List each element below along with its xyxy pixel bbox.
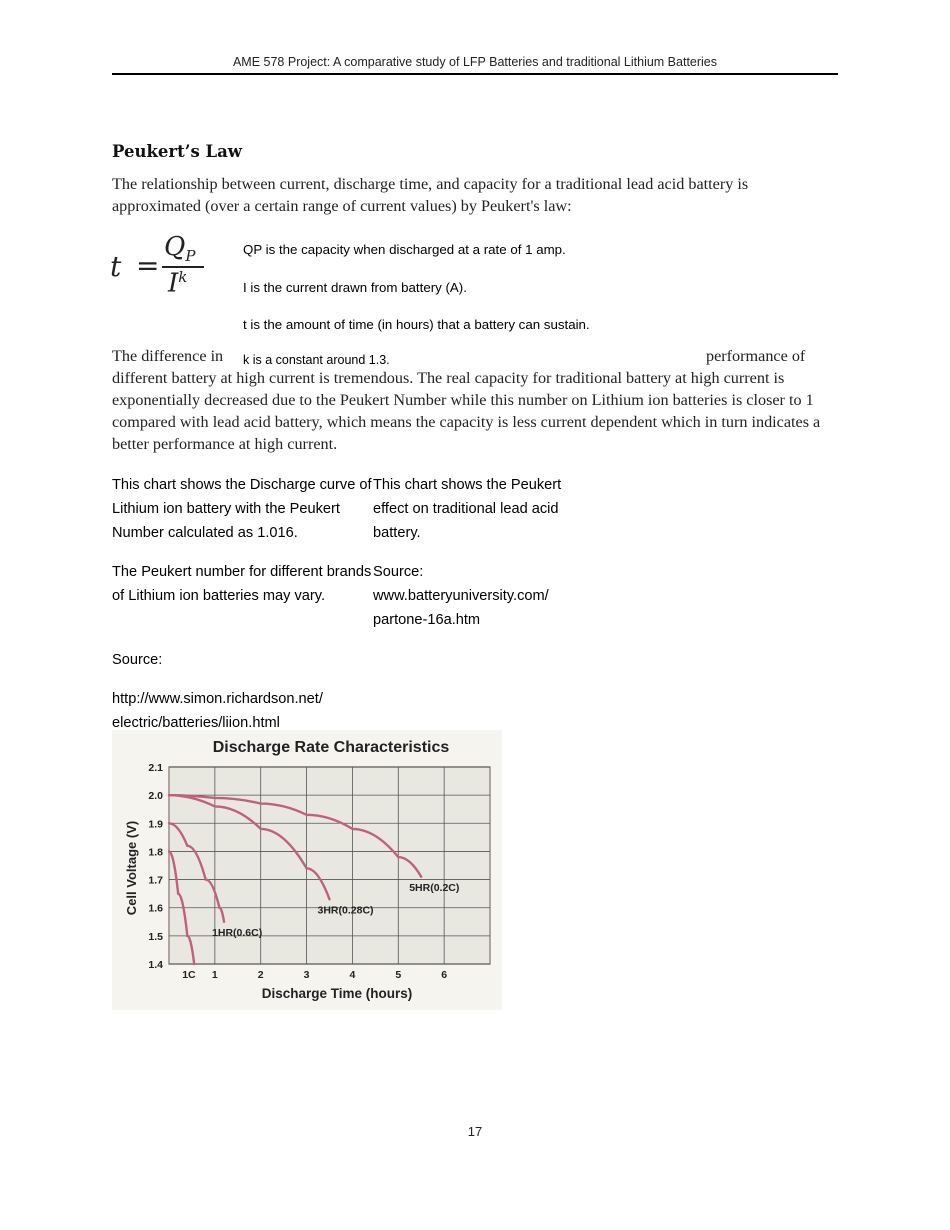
x-tick-label: 4 <box>349 969 356 981</box>
definition-i: I is the current drawn from battery (A). <box>243 280 467 295</box>
definition-t: t is the amount of time (in hours) that a battery can sustain. <box>243 317 590 332</box>
formula-lhs: t <box>110 250 122 283</box>
y-tick-label: 1.4 <box>148 959 163 971</box>
peukert-formula <box>108 232 218 302</box>
y-tick-label: 1.5 <box>148 930 163 943</box>
x-tick-label: 6 <box>441 969 448 981</box>
series-label: 5HR(0.2C) <box>409 881 460 894</box>
plot-area <box>148 762 490 981</box>
y-tick-label: 1.6 <box>148 902 163 915</box>
chart-title: Discharge Rate Characteristics <box>212 739 450 756</box>
running-header: AME 578 Project: A comparative study of LFP Batteries and traditional Lithium Batteries <box>232 55 718 69</box>
y-tick-label: 1.9 <box>148 818 163 831</box>
y-axis-label: Cell Voltage (V) <box>124 820 139 916</box>
y-tick-label: 1.8 <box>148 846 163 859</box>
formula-denominator: $I^k$ <box>168 268 188 299</box>
formula-numerator: $Q_P$ <box>164 232 196 266</box>
peukert-brands-note: The Peukert number for different brands of Lithium ion batteries may vary. <box>112 564 372 604</box>
header-rule <box>112 73 838 75</box>
formula-equals: = <box>136 249 160 282</box>
x-tick-label: 2 <box>257 969 264 981</box>
lithium-source-url: http://www.simon.richardson.net/ electric/batteries/liion.html <box>112 691 323 727</box>
page-number: 17 <box>467 1124 483 1139</box>
y-tick-label: 2.1 <box>148 762 163 774</box>
definition-k: k is a constant around 1.3. <box>243 353 390 367</box>
paragraph2-start: The difference in <box>112 347 224 365</box>
lithium-chart-caption: This chart shows the Discharge curve of Lithium ion battery with the Peukert Number calculated as 1.016. <box>112 477 372 541</box>
lead-acid-chart-caption: This chart shows the Peukert effect on traditional lead acid battery. <box>373 477 562 541</box>
x-tick-label: 5 <box>395 969 402 981</box>
section-heading: Peukert’s Law <box>112 142 242 161</box>
lead-acid-source: Source: www.batteryuniversity.com/ partone-16a.htm <box>373 564 549 628</box>
definition-qp: QP is the capacity when discharged at a rate of 1 amp. <box>243 242 566 257</box>
paragraph2-body: different battery at high current is tremendous. The real capacity for traditional battery at high current is exponentially decreased due to the Peukert Number while this number on Lithium ion batteries is closer to 1 compared with lead acid battery, which means the capacity is less current dependent which in turn indicates a better performance at high current. <box>112 369 821 453</box>
discharge-rate-chart <box>112 730 502 1010</box>
series-label: 1C <box>182 969 196 981</box>
y-tick-label: 1.7 <box>148 874 163 887</box>
x-axis-label: Discharge Time (hours) <box>261 986 413 1001</box>
paragraph2-end: performance of <box>706 347 806 365</box>
series-label: 3HR(0.28C) <box>317 904 374 917</box>
lithium-source-label: Source: <box>112 652 163 668</box>
series-label: 1HR(0.6C) <box>212 926 263 939</box>
x-tick-label: 3 <box>303 969 310 981</box>
x-tick-label: 1 <box>211 969 218 981</box>
y-tick-label: 2.0 <box>148 790 163 803</box>
intro-paragraph: The relationship between current, discharge time, and capacity for a traditional lead acid battery is approximated (over a certain range of current values) by Peukert's law: <box>112 175 749 215</box>
